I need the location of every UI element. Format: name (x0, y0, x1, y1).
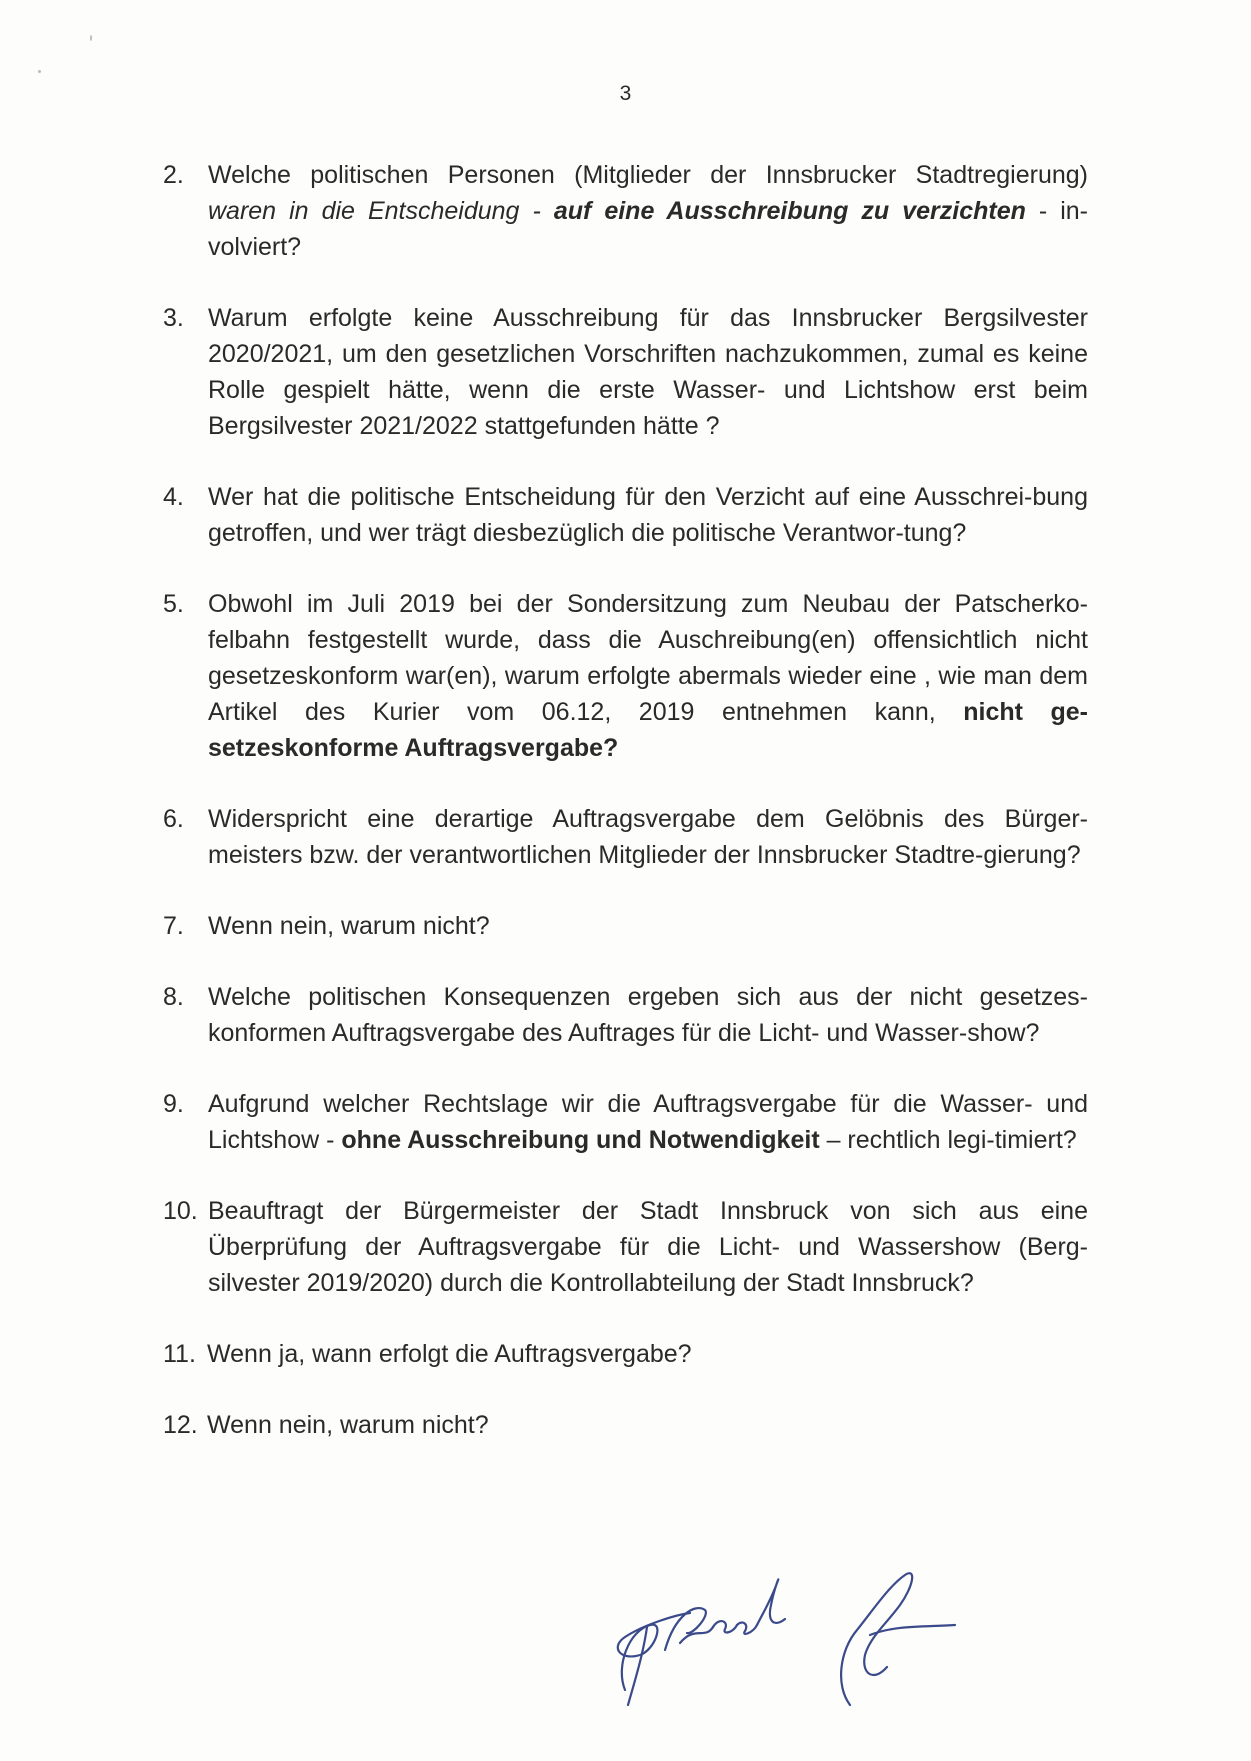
question-list (163, 157, 1088, 1478)
question-number: 3. (163, 304, 184, 332)
question-text: Aufgrund welcher Rechtslage wir die Auftragsvergabe für die Wasser- und Lichtshow - ohne Ausschreibung und Notwendigkeit – rechtlich legi-timiert? (208, 1090, 1088, 1154)
question-6 (163, 801, 1088, 873)
question-text: Wer hat die politische Entscheidung für den Verzicht auf eine Ausschrei-bung getroffen, und wer trägt diesbezüglich die politische Verantwor-tung? (208, 483, 1088, 547)
question-7 (163, 908, 1088, 944)
question-text: Obwohl im Juli 2019 bei der Sondersitzung zum Neubau der Patscherko-felbahn festgestellt wurde, dass die Auschreibung(en) offensichtlich nicht gesetzeskonform war(en), warum erfolgte abermals wieder eine , wie man dem Artikel des Kurier vom 06.12, 2019 entnehmen kann, nicht ge-setzeskonforme Auftragsvergabe? (208, 590, 1088, 762)
question-text: Beauftragt der Bürgermeister der Stadt Innsbruck von sich aus eine Überprüfung der Auftragsvergabe für die Licht- und Wassershow (Berg-silvester 2019/2020) durch die Kontrollabteilung der Stadt Innsbruck? (208, 1197, 1088, 1297)
question-number: 9. (163, 1090, 184, 1118)
question-text: Wenn nein, warum nicht? (208, 912, 490, 940)
emphasis-waiver: auf eine Ausschreibung zu verzichten (553, 197, 1026, 225)
question-4 (163, 479, 1088, 551)
question-text: Wenn ja, wann erfolgt die Auftragsvergabe? (207, 1340, 692, 1368)
question-3 (163, 300, 1088, 444)
question-number: 4. (163, 483, 184, 511)
question-2 (163, 157, 1088, 265)
question-9 (163, 1086, 1088, 1158)
handwritten-signature (595, 1555, 995, 1715)
question-11 (163, 1336, 1088, 1372)
question-text: Widerspricht eine derartige Auftragsvergabe dem Gelöbnis des Bürger-meisters bzw. der verantwortlichen Mitglieder der Innsbrucker Stadtre-gierung? (208, 805, 1088, 869)
question-number: 6. (163, 805, 184, 833)
scan-speck (38, 70, 41, 73)
question-8 (163, 979, 1088, 1051)
question-text: Warum erfolgte keine Ausschreibung für das Innsbrucker Bergsilvester 2020/2021, um den gesetzlichen Vorschriften nachzukommen, zumal es keine Rolle gespielt hätte, wenn die erste Wasser- und Lichtshow erst beim Bergsilvester 2021/2022 stattgefunden hätte ? (208, 304, 1088, 440)
question-number: 12. (163, 1411, 198, 1439)
question-5 (163, 586, 1088, 766)
question-10 (163, 1193, 1088, 1301)
emphasis-non-compliant: nicht ge-setzeskonforme Auftragsvergabe? (208, 698, 1088, 762)
question-text: Welche politischen Konsequenzen ergeben sich aus der nicht gesetzes-konformen Auftragsvergabe des Auftrages für die Licht- und Wasser-show? (208, 983, 1088, 1047)
question-number: 7. (163, 912, 184, 940)
page-number: 3 (619, 82, 632, 105)
question-number: 2. (163, 161, 184, 189)
question-number: 5. (163, 590, 184, 618)
scan-speck (90, 35, 92, 41)
emphasis-no-tender: ohne Ausschreibung und Notwendigkeit (341, 1126, 820, 1154)
question-text: Welche politischen Personen (Mitglieder der Innsbrucker Stadtregierung) waren in die Entscheidung - auf eine Ausschreibung zu verzichten - in-volviert? (208, 161, 1089, 261)
question-number: 8. (163, 983, 184, 1011)
question-number: 11. (163, 1340, 196, 1368)
question-12 (163, 1407, 1088, 1443)
question-text: Wenn nein, warum nicht? (207, 1411, 489, 1439)
question-number: 10. (163, 1197, 198, 1225)
